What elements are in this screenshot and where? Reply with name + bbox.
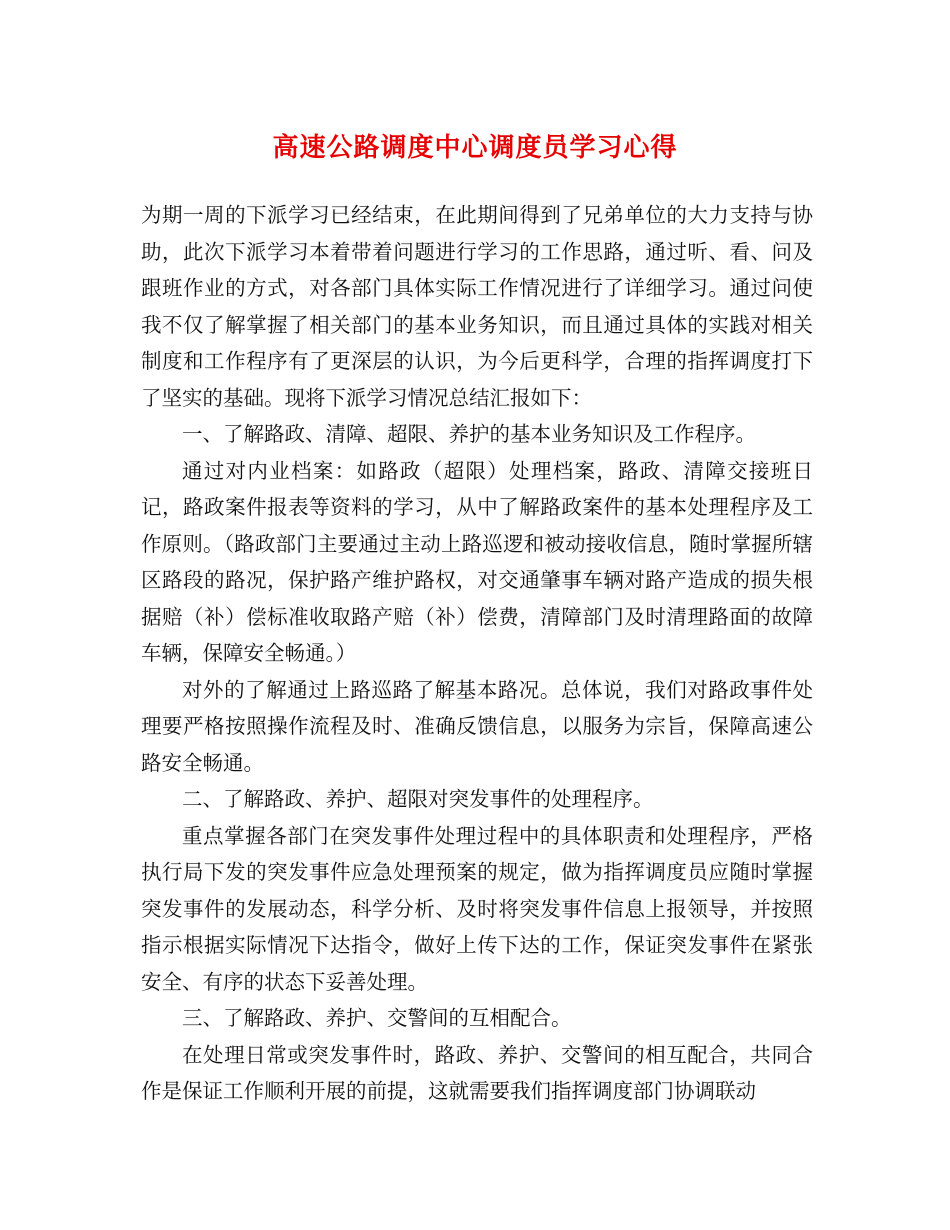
section-heading-1: 一、了解路政、清障、超限、养护的基本业务知识及工作程序。: [182, 422, 756, 446]
section-heading-2: 二、了解路政、养护、超限对突发事件的处理程序。: [182, 787, 654, 811]
paragraph-section-1-a: 通过对内业档案：如路政（超限）处理档案，路政、清障交接班日记，路政案件报表等资料的学习，从中了解路政案件的基本处理程序及工作原则。（路政部门主要通过主动上路巡逻和被动接收信息，随时掌握所辖区路段的路况，保护路产维护路权，对交通肇事车辆对路产造成的损失根据赔（补）偿标准收取路产赔（补）偿费，清障部门及时清理路面的故障车辆，保障安全畅通。）: [141, 458, 813, 665]
paragraph-section-2: 重点掌握各部门在突发事件处理过程中的具体职责和处理程序，严格执行局下发的突发事件应急处理预案的规定，做为指挥调度员应随时掌握突发事件的发展动态，科学分析、及时将突发事件信息上报领导，并按照指示根据实际情况下达指令，做好上传下达的工作，保证突发事件在紧张安全、有序的状态下妥善处理。: [141, 823, 813, 994]
paragraph-section-3: 在处理日常或突发事件时，路政、养护、交警间的相互配合，共同合作是保证工作顺利开展的前提，这就需要我们指挥调度部门协调联动: [141, 1042, 813, 1103]
paragraph-section-1-b: 对外的了解通过上路巡路了解基本路况。总体说，我们对路政事件处理要严格按照操作流程及时、准确反馈信息，以服务为宗旨，保障高速公路安全畅通。: [141, 677, 813, 775]
document-body: [141, 197, 813, 1110]
paragraph-intro: 为期一周的下派学习已经结束，在此期间得到了兄弟单位的大力支持与协助，此次下派学习本着带着问题进行学习的工作思路，通过听、看、问及跟班作业的方式，对各部门具体实际工作情况进行了详细学习。通过问使我不仅了解掌握了相关部门的基本业务知识，而且通过具体的实践对相关制度和工作程序有了更深层的认识，为今后更科学，合理的指挥调度打下了坚实的基础。现将下派学习情况总结汇报如下：: [141, 203, 813, 410]
document-title: 高速公路调度中心调度员学习心得: [272, 133, 678, 163]
section-heading-3: 三、了解路政、养护、交警间的互相配合。: [182, 1006, 572, 1030]
